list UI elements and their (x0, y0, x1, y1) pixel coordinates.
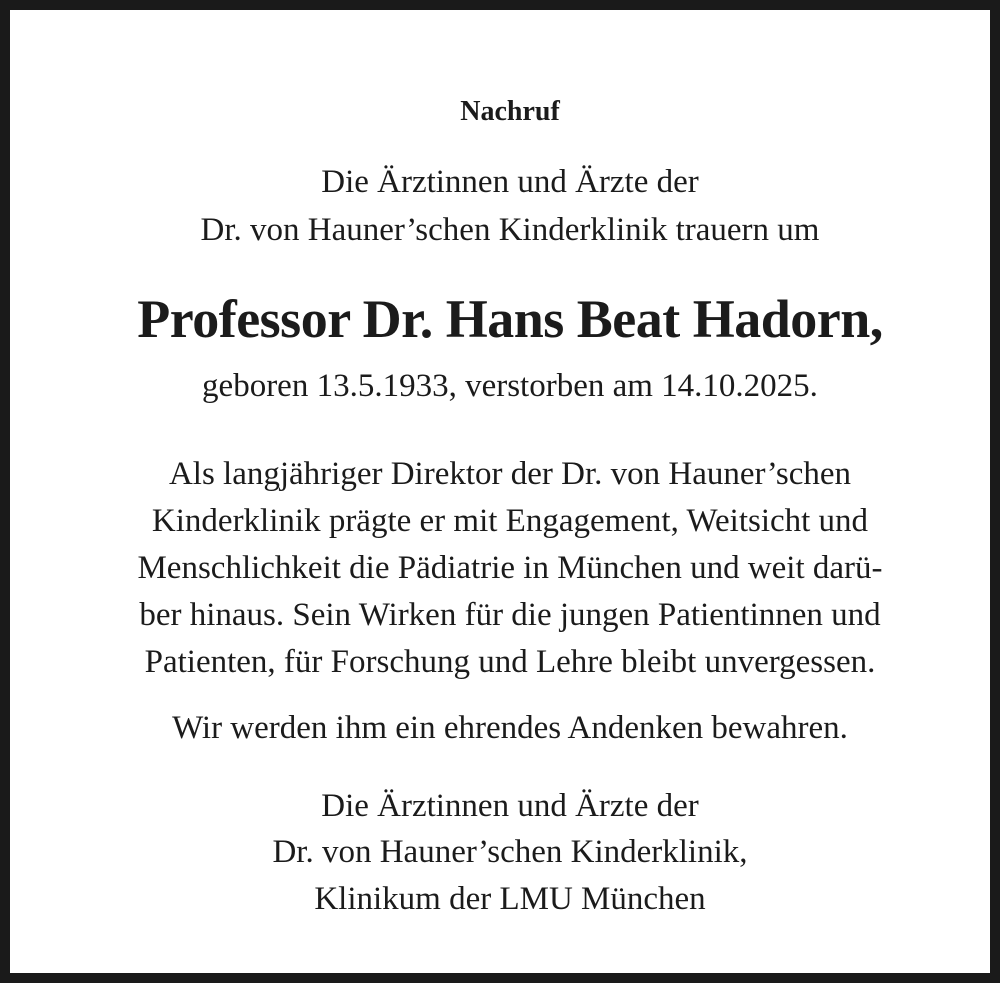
intro-line-2: Dr. von Hauner’schen Kinderklinik trauern um (200, 212, 820, 248)
body-line-4: ber hinaus. Sein Wirken für die jungen Patientinnen und (139, 597, 881, 633)
body-line-1: Als langjähriger Direktor der Dr. von Hauner’schen (168, 456, 852, 492)
body-line-3: Menschlichkeit die Pädiatrie in München und weit darü- (137, 550, 883, 586)
intro-line-1: Die Ärztinnen und Ärzte der (321, 164, 699, 200)
body-line-2: Kinderklinik prägte er mit Engagement, Weitsicht und (151, 503, 869, 539)
obituary-heading: Nachruf (460, 96, 560, 127)
obituary-content (20, 20, 1000, 983)
closing-line: Wir werden ihm ein ehrendes Andenken bewahren. (172, 710, 848, 746)
body-line-5: Patienten, für Forschung und Lehre bleibt unvergessen. (144, 644, 876, 680)
signature-line-2: Dr. von Hauner’schen Kinderklinik, (272, 834, 748, 870)
deceased-name: Professor Dr. Hans Beat Hadorn, (137, 289, 883, 349)
signature-line-1: Die Ärztinnen und Ärzte der (321, 788, 699, 824)
signature-line-3: Klinikum der LMU München (314, 881, 706, 917)
life-dates: geboren 13.5.1933, verstorben am 14.10.2025. (202, 368, 818, 404)
